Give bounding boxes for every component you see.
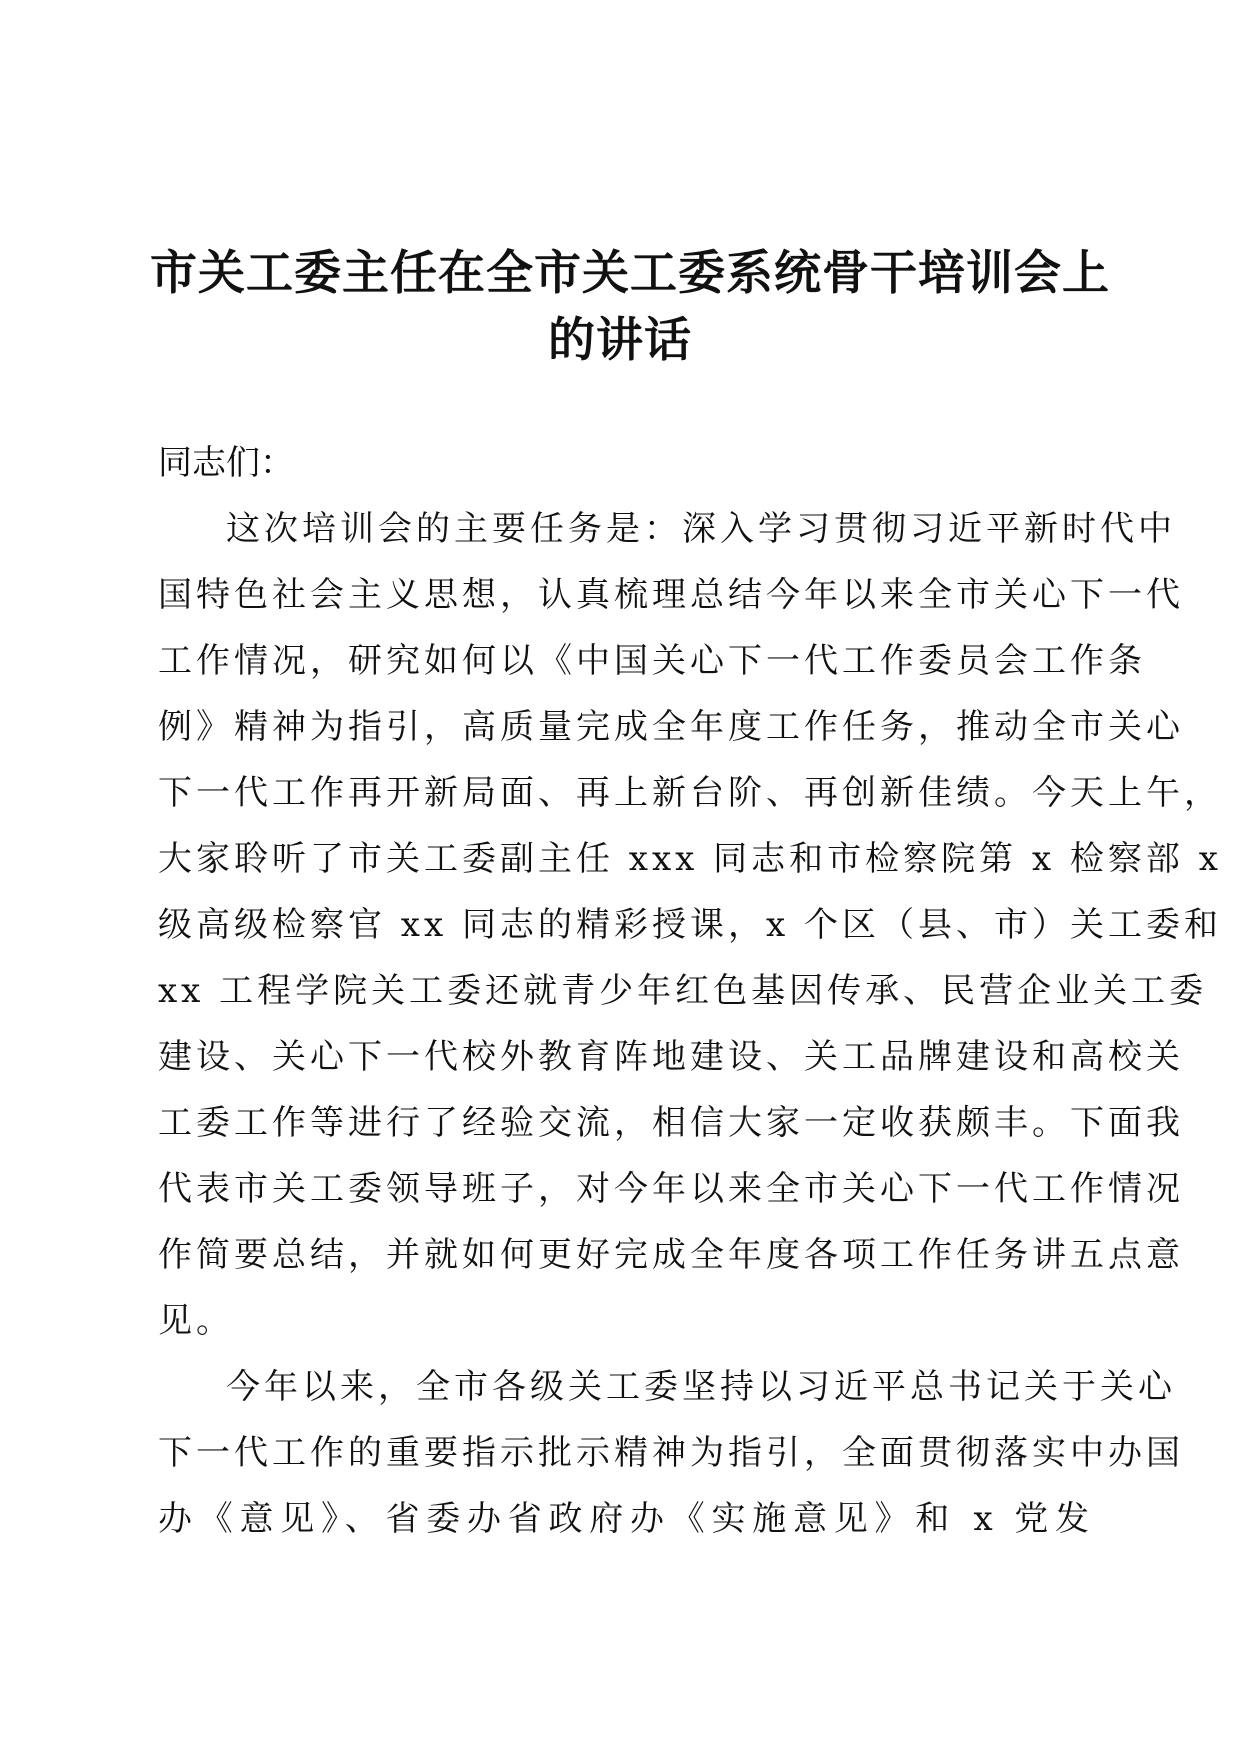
paragraph-line: 办《意见》、省委办省政府办《实施意见》和 x 党发	[158, 1499, 1093, 1539]
paragraph-intro	[158, 496, 1222, 1354]
paragraph-line: 工委工作等进行了经验交流，相信大家一定收获颇丰。下面我	[158, 1103, 1184, 1143]
title-line-1: 市关工委主任在全市关工委系统骨干培训会上	[150, 246, 1110, 301]
paragraph-line: 例》精神为指引，高质量完成全年度工作任务，推动全市关心	[158, 707, 1184, 747]
paragraph-line: 国特色社会主义思想，认真梳理总结今年以来全市关心下一代	[158, 575, 1184, 615]
paragraph-line: 下一代工作的重要指示批示精神为指引，全面贯彻落实中办国	[158, 1433, 1184, 1473]
paragraph-line: xx 工程学院关工委还就青少年红色基因传承、民营企业关工委	[158, 971, 1208, 1011]
paragraph-line: 工作情况，研究如何以《中国关心下一代工作委员会工作条	[158, 641, 1146, 681]
paragraph-line: 级高级检察官 xx 同志的精彩授课，x 个区（县、市）关工委和	[158, 905, 1222, 945]
paragraph-line: 作简要总结，并就如何更好完成全年度各项工作任务讲五点意	[158, 1235, 1184, 1275]
paragraph-line: 见。	[158, 1301, 234, 1341]
paragraph-line: 代表市关工委领导班子，对今年以来全市关心下一代工作情况	[158, 1169, 1184, 1209]
paragraph-line: 大家聆听了市关工委副主任 xxx 同志和市检察院第 x 检察部 x	[158, 839, 1222, 879]
paragraph-line: 今年以来，全市各级关工委坚持以习近平总书记关于关心	[226, 1367, 1176, 1407]
document-body	[158, 430, 1222, 1552]
salutation: 同志们：	[158, 443, 294, 483]
paragraph-line: 建设、关心下一代校外教育阵地建设、关工品牌建设和高校关	[158, 1037, 1184, 1077]
paragraph-line: 下一代工作再开新局面、再上新台阶、再创新佳绩。今天上午，	[158, 773, 1222, 813]
paragraph-line: 这次培训会的主要任务是：深入学习贯彻习近平新时代中	[226, 509, 1176, 549]
title-line-2: 的讲话	[548, 313, 692, 368]
paragraph-summary	[158, 1354, 1184, 1552]
document-title	[150, 240, 1110, 374]
